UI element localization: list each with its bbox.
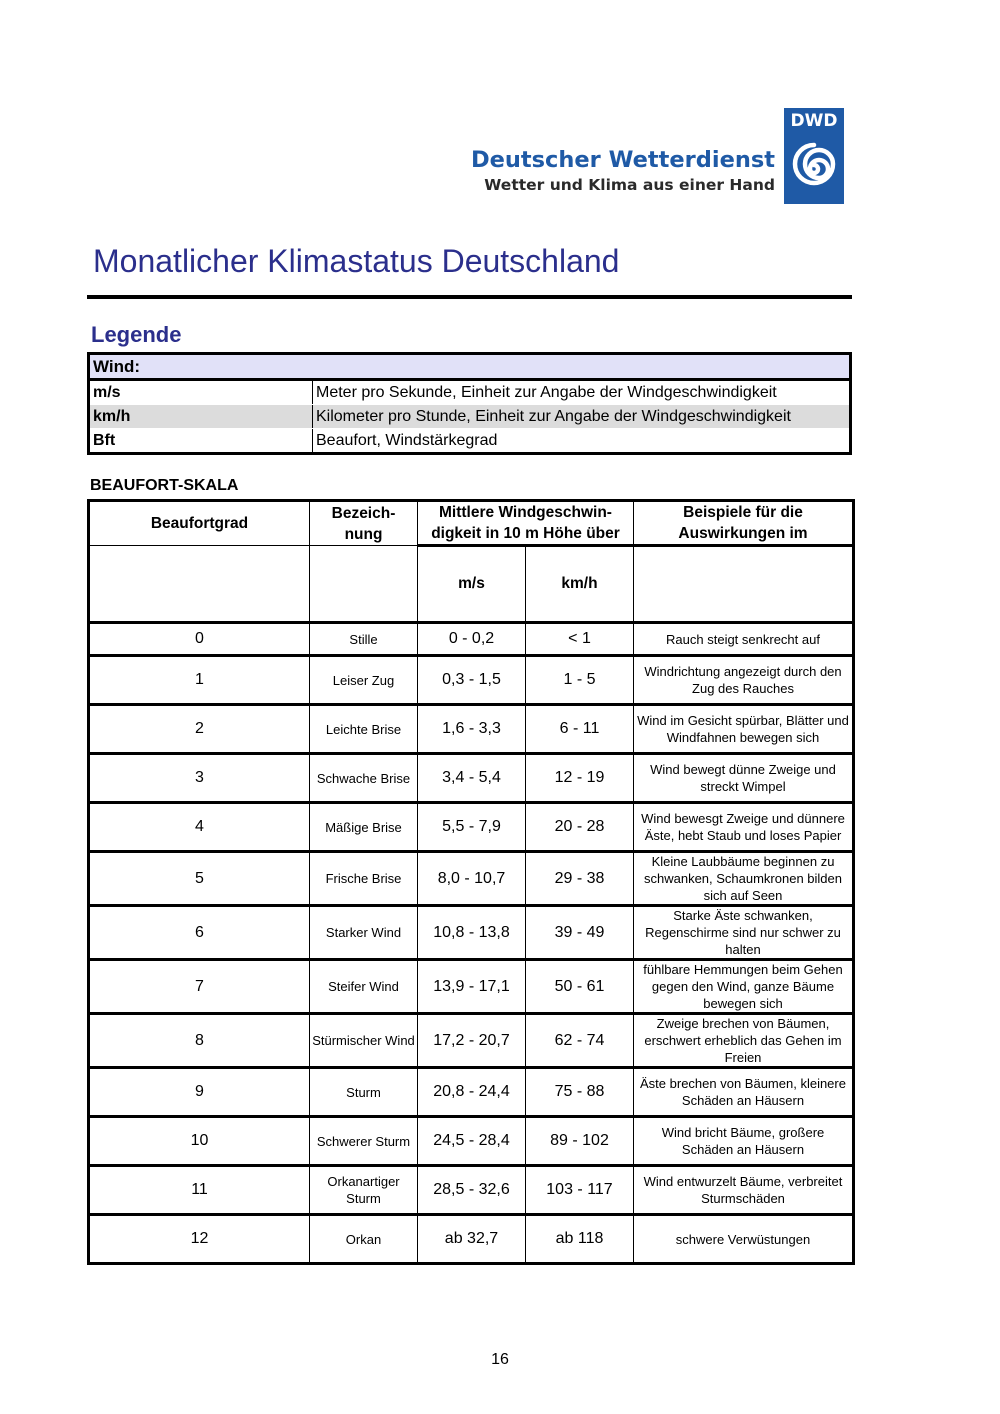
wind-name: Mäßige Brise [310,803,418,852]
beaufort-row [89,960,854,1014]
swirl-icon [787,138,841,200]
wind-name: Steifer Wind [310,960,418,1014]
speed-ms: 8,0 - 10,7 [418,852,526,906]
beaufort-row [89,803,854,852]
beaufort-row [89,656,854,705]
wind-effect: Rauch steigt senkrecht auf [634,623,854,656]
wind-name: Leichte Brise [310,705,418,754]
speed-ms: 3,4 - 5,4 [418,754,526,803]
speed-ms: 5,5 - 7,9 [418,803,526,852]
speed-ms: 10,8 - 13,8 [418,906,526,960]
header-beaufortgrad: Beaufortgrad [89,501,310,546]
beaufort-row [89,754,854,803]
beaufort-grade: 10 [89,1117,310,1166]
beaufort-grade: 1 [89,656,310,705]
speed-ms: ab 32,7 [418,1215,526,1264]
beaufort-grade: 6 [89,906,310,960]
speed-ms: 20,8 - 24,4 [418,1068,526,1117]
beaufort-row [89,623,854,656]
beaufort-row [89,1215,854,1264]
wind-name: Orkanartiger Sturm [310,1166,418,1215]
beaufort-row [89,1068,854,1117]
beaufort-grade: 7 [89,960,310,1014]
speed-kmh: 20 - 28 [526,803,634,852]
speed-kmh: 29 - 38 [526,852,634,906]
beaufort-header-row [89,501,854,546]
header-unit-ms: m/s [418,546,526,623]
wind-effect: Wind im Gesicht spürbar, Blätter und Windfahnen bewegen sich [634,705,854,754]
wind-name: Stürmischer Wind [310,1014,418,1068]
wind-effect: Wind bewegt dünne Zweige und streckt Wimpel [634,754,854,803]
page-title: Monatlicher Klimastatus Deutschland [93,243,620,279]
speed-ms: 17,2 - 20,7 [418,1014,526,1068]
page-number: 16 [491,1351,509,1368]
speed-ms: 0,3 - 1,5 [418,656,526,705]
speed-kmh: 1 - 5 [526,656,634,705]
title-divider [87,295,852,299]
beaufort-row [89,1166,854,1215]
speed-kmh: ab 118 [526,1215,634,1264]
beaufort-grade: 12 [89,1215,310,1264]
wind-name: Starker Wind [310,906,418,960]
org-logo-text [470,146,775,196]
beaufort-row [89,705,854,754]
legend-row [89,405,851,429]
wind-effect: Zweige brechen von Bäumen, erschwert erheblich das Gehen im Freien [634,1014,854,1068]
wind-effect: Starke Äste schwanken, Regenschirme sind nur schwer zu halten [634,906,854,960]
header-windspeed: Mittlere Windgeschwin- digkeit in 10 m Höhe über [418,501,634,546]
beaufort-grade: 8 [89,1014,310,1068]
beaufort-grade: 9 [89,1068,310,1117]
wind-name: Stille [310,623,418,656]
wind-effect: Äste brechen von Bäumen, kleinere Schäden an Häusern [634,1068,854,1117]
legend-key: Bft [89,429,313,454]
wind-effect: Wind entwurzelt Bäume, verbreitet Sturmschäden [634,1166,854,1215]
wind-effect: Wind bewesgt Zweige und dünnere Äste, hebt Staub und loses Papier [634,803,854,852]
speed-ms: 13,9 - 17,1 [418,960,526,1014]
speed-kmh: 39 - 49 [526,906,634,960]
speed-kmh: 62 - 74 [526,1014,634,1068]
speed-ms: 0 - 0,2 [418,623,526,656]
speed-kmh: 75 - 88 [526,1068,634,1117]
legend-key: m/s [89,380,313,405]
org-tagline: Wetter und Klima aus einer Hand [484,176,775,194]
legend-value: Meter pro Sekunde, Einheit zur Angabe der Windgeschwindigkeit [313,380,851,405]
legend-table [87,352,852,455]
speed-ms: 24,5 - 28,4 [418,1117,526,1166]
beaufort-grade: 4 [89,803,310,852]
beaufort-unit-row [89,546,854,623]
wind-name: Frische Brise [310,852,418,906]
wind-name: Leiser Zug [310,656,418,705]
wind-effect: fühlbare Hemmungen beim Gehen gegen den Wind, ganze Bäume bewegen sich [634,960,854,1014]
speed-kmh: 12 - 19 [526,754,634,803]
beaufort-heading: BEAUFORT-SKALA [90,477,239,494]
speed-kmh: 103 - 117 [526,1166,634,1215]
beaufort-table [87,499,855,1265]
legend-heading: Legende [91,322,182,347]
speed-kmh: 6 - 11 [526,705,634,754]
org-name: Deutscher Wetterdienst [470,147,775,173]
beaufort-row [89,906,854,960]
wind-effect: Windrichtung angezeigt durch den Zug des Rauches [634,656,854,705]
wind-name: Schwerer Sturm [310,1117,418,1166]
legend-key: km/h [89,405,313,429]
legend-value: Kilometer pro Stunde, Einheit zur Angabe der Windgeschwindigkeit [313,405,851,429]
legend-section-title: Wind: [89,354,851,380]
header-effects: Beispiele für die Auswirkungen im [634,501,854,546]
speed-kmh: 50 - 61 [526,960,634,1014]
beaufort-row [89,852,854,906]
header-bezeichnung: Bezeich- nung [310,501,418,546]
legend-value: Beaufort, Windstärkegrad [316,432,498,449]
speed-ms: 28,5 - 32,6 [418,1166,526,1215]
logo-abbreviation: DWD [790,111,838,131]
legend-row [89,429,851,454]
wind-effect: schwere Verwüstungen [634,1215,854,1264]
beaufort-grade: 2 [89,705,310,754]
wind-name: Schwache Brise [310,754,418,803]
beaufort-grade: 3 [89,754,310,803]
beaufort-grade: 0 [89,623,310,656]
speed-ms: 1,6 - 3,3 [418,705,526,754]
wind-effect: Wind bricht Bäume, großere Schäden an Häusern [634,1117,854,1166]
beaufort-row [89,1014,854,1068]
beaufort-grade: 11 [89,1166,310,1215]
dwd-logo [784,108,844,204]
speed-kmh: < 1 [526,623,634,656]
header-unit-kmh: km/h [526,546,634,623]
beaufort-row [89,1117,854,1166]
wind-name: Orkan [310,1215,418,1264]
wind-name: Sturm [310,1068,418,1117]
speed-kmh: 89 - 102 [526,1117,634,1166]
beaufort-grade: 5 [89,852,310,906]
legend-row [89,380,851,405]
wind-effect: Kleine Laubbäume beginnen zu schwanken, Schaumkronen bilden sich auf Seen [634,852,854,906]
